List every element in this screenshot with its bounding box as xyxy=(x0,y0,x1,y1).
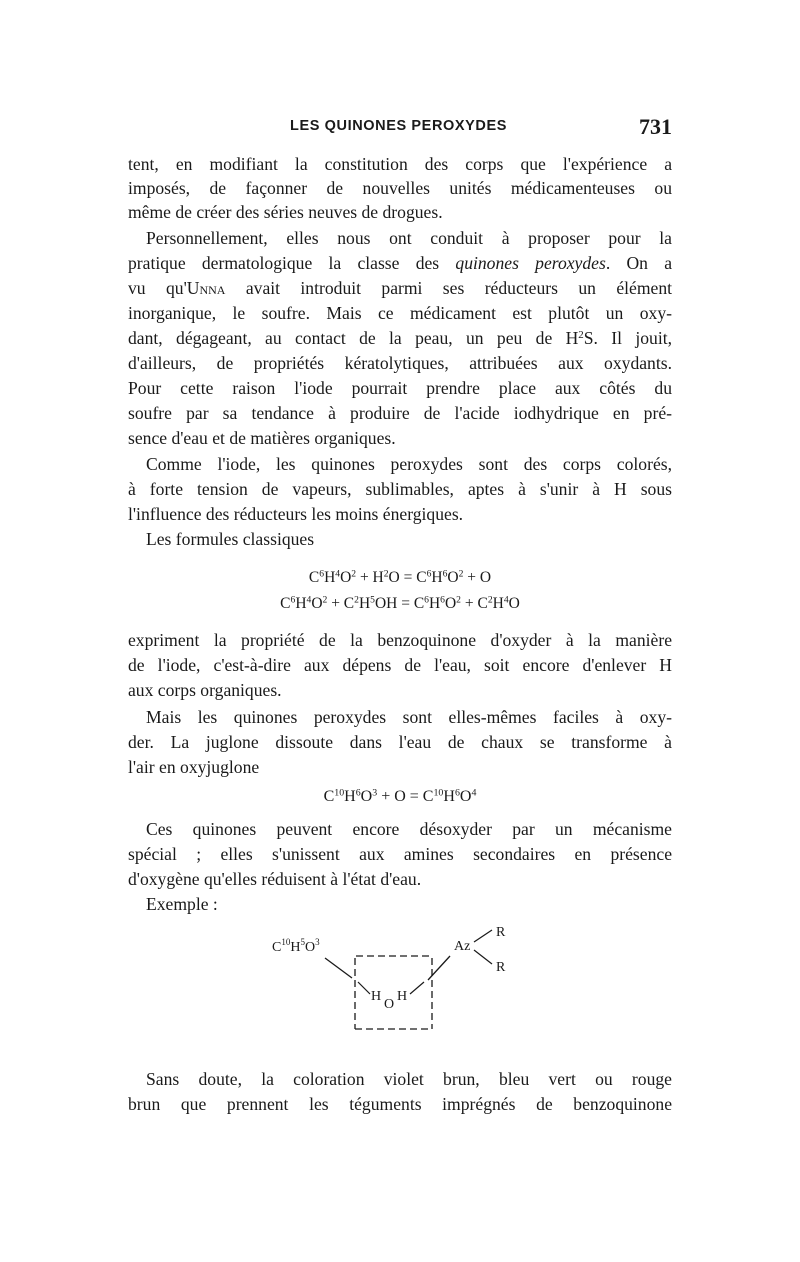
bond-line xyxy=(474,930,492,942)
text-run: pratique dermatologique la classe des xyxy=(128,253,456,273)
formula-superscript: 6 xyxy=(442,568,448,580)
reactant-formula: $C^{10}H^5O^3$ xyxy=(272,937,320,955)
formula-text: C xyxy=(323,788,335,805)
formula-text: O xyxy=(360,788,373,805)
text-run: S. Il jouit, xyxy=(583,328,672,348)
formula-text: + O = C xyxy=(377,788,434,805)
chemical-equation xyxy=(128,568,672,588)
text-line: brun que prennent les téguments imprégnés de benzoquinone xyxy=(128,1094,672,1114)
formula-text: H xyxy=(431,569,443,586)
text-line: l'air en oxyjuglone xyxy=(128,757,260,777)
formula-text: C xyxy=(280,595,291,612)
alkyl-group-bottom: R xyxy=(496,960,506,975)
superscript: 2 xyxy=(578,329,584,341)
formula-text: O xyxy=(340,569,352,586)
formula-text: C xyxy=(308,569,320,586)
formula-superscript: 6 xyxy=(454,787,460,799)
formula-text: OH = C xyxy=(374,595,425,612)
formula-superscript: 6 xyxy=(355,787,361,799)
text-line: tent, en modifiant la constitution des corps que l'expérience a xyxy=(128,154,672,174)
author-name: Unna xyxy=(186,278,226,298)
formula-text: H xyxy=(492,595,504,612)
formula-text: O xyxy=(508,595,520,612)
formula-superscript: 2 xyxy=(383,568,389,580)
formula-superscript: 2 xyxy=(456,594,461,606)
formula-superscript: 6 xyxy=(319,568,325,580)
formula-superscript: 2 xyxy=(322,594,328,606)
text-line: Ces quinones peuvent encore désoxyder par un mécanisme xyxy=(146,819,672,839)
page-header xyxy=(128,114,672,142)
formula-superscript: 4 xyxy=(306,594,312,606)
formula-superscript: 2 xyxy=(354,594,359,606)
text-line: même de créer des séries neuves de drogues. xyxy=(128,202,443,222)
formula-text: O xyxy=(311,595,323,612)
bond-line xyxy=(474,950,492,964)
text-line: expriment la propriété de la benzoquinone d'oxyder à la manière xyxy=(128,630,672,650)
running-title: LES QUINONES PEROXYDES xyxy=(290,118,508,134)
formula-text: H xyxy=(428,595,441,612)
formula-text: + H xyxy=(356,569,384,586)
text-run: avait introduit parmi ses réducteurs un élément xyxy=(225,278,672,298)
formula-text: O = C xyxy=(388,569,427,586)
text-run: vu qu' xyxy=(128,278,187,298)
text-run: dant, dégageant, au contact de la peau, un peu de H xyxy=(128,328,579,348)
bond-line xyxy=(410,982,424,994)
formula-text: H xyxy=(324,569,336,586)
formula-superscript: 10 xyxy=(433,787,444,799)
text-line: d'oxygène qu'elles réduisent à l'état d'eau. xyxy=(128,869,422,889)
text-line xyxy=(128,252,672,274)
formula-text: H xyxy=(358,595,371,612)
reaction-scheme-diagram xyxy=(270,918,530,1038)
formula-text: H xyxy=(344,788,356,805)
text-line: der. La juglone dissoute dans l'eau de chaux se transforme à xyxy=(128,732,672,752)
formula-superscript: 10 xyxy=(334,787,345,799)
formula-superscript: 4 xyxy=(471,787,477,799)
text-line xyxy=(128,327,672,349)
formula-text: + C xyxy=(460,595,488,612)
formula-superscript: 3 xyxy=(372,787,378,799)
text-line: imposés, de façonner de nouvelles unités médicamenteuses ou xyxy=(128,178,672,198)
text-line: inorganique, le soufre. Mais ce médicament est plutôt un oxy- xyxy=(128,303,672,323)
formula-text: H xyxy=(295,595,307,612)
italic-term: quinones peroxydes xyxy=(455,253,606,273)
hydrogen-left: H xyxy=(371,989,382,1004)
page-number: 731 xyxy=(639,114,672,139)
formula-text: O xyxy=(444,595,457,612)
text-line: Comme l'iode, les quinones peroxydes sont des corps colorés, xyxy=(146,454,672,474)
text-line: sence d'eau et de matières organiques. xyxy=(128,428,396,448)
text-line xyxy=(128,277,672,299)
text-line: Sans doute, la coloration violet brun, bleu vert ou rouge xyxy=(146,1069,672,1089)
text-line: Mais les quinones peroxydes sont elles-mêmes faciles à oxy- xyxy=(146,707,672,727)
formula-text: O xyxy=(447,569,459,586)
text-line: soufre par sa tendance à produire de l'acide iodhydrique en pré- xyxy=(128,403,672,423)
formula-superscript: 4 xyxy=(503,594,509,606)
formula-text: H xyxy=(443,788,455,805)
formula-superscript: 6 xyxy=(290,594,296,606)
text-line: Les formules classiques xyxy=(146,529,315,549)
formula-text: O xyxy=(459,788,472,805)
oxygen-atom: O xyxy=(384,997,395,1012)
formula-superscript: 2 xyxy=(458,568,464,580)
text-run: . On a xyxy=(605,253,672,273)
text-line: Personnellement, elles nous ont conduit à proposer pour la xyxy=(146,228,672,248)
chemical-equation xyxy=(128,594,672,614)
bond-line xyxy=(428,956,450,980)
amine-nitrogen: Az xyxy=(454,939,471,954)
text-line: Pour cette raison l'iode pourrait prendre place aux côtés du xyxy=(128,378,672,398)
text-line: spécial ; elles s'unissent aux amines secondaires en présence xyxy=(128,844,672,864)
formula-superscript: 5 xyxy=(370,594,375,606)
formula-superscript: 2 xyxy=(487,594,493,606)
text-line: l'influence des réducteurs les moins énergiques. xyxy=(128,504,464,524)
text-line: de l'iode, c'est-à-dire aux dépens de l'eau, soit encore d'enlever H xyxy=(128,655,672,675)
formula-superscript: 6 xyxy=(440,594,445,606)
formula-text: + O xyxy=(463,569,492,586)
text-line: aux corps organiques. xyxy=(128,680,282,700)
chemical-equation xyxy=(128,787,672,807)
bond-line xyxy=(358,982,370,994)
text-line: d'ailleurs, de propriétés kératolytiques, attribuées aux oxydants. xyxy=(128,353,672,373)
formula-superscript: 4 xyxy=(335,568,341,580)
text-line: Exemple : xyxy=(146,894,218,914)
formula-superscript: 6 xyxy=(424,594,429,606)
formula-superscript: 6 xyxy=(426,568,432,580)
text-line: à forte tension de vapeurs, sublimables, aptes à s'unir à H sous xyxy=(128,479,672,499)
formula-text: + C xyxy=(327,595,355,612)
formula-superscript: 2 xyxy=(351,568,357,580)
hydrogen-right: H xyxy=(397,989,408,1004)
bond-line xyxy=(325,958,352,978)
alkyl-group-top: R xyxy=(496,925,506,940)
